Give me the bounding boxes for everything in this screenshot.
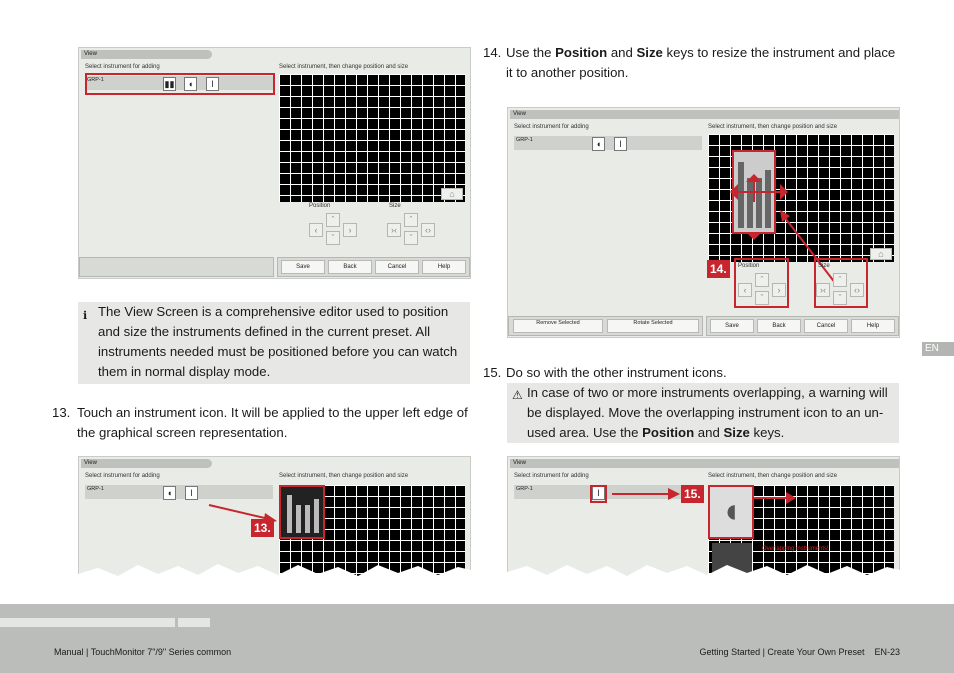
warning-note	[507, 383, 899, 443]
position-label: Position	[309, 203, 331, 209]
step-13-text: Touch an instrument icon. It will be applied to the upper left edge of the graphical screen representation.	[77, 405, 468, 440]
position-left-button[interactable]: ‹	[738, 283, 752, 297]
toggle-button[interactable]: ⌂	[870, 248, 892, 260]
position-up-button[interactable]: ˆ	[755, 273, 769, 287]
language-badge: EN	[922, 342, 954, 356]
arrow-to-right	[754, 491, 798, 505]
note-2-pre: In case of two or more instruments overlapping, a warning will be displayed. Move the overlapping instrument icon to an unused area. Use the	[527, 385, 888, 440]
left-button-bar	[508, 316, 703, 336]
left-button-bar	[79, 257, 274, 277]
warning-icon: ⚠	[512, 388, 523, 402]
select-adding-label: Select instrument for adding	[85, 64, 160, 70]
size-grow-h-button[interactable]: ‹›	[421, 223, 435, 237]
page-footer	[0, 604, 954, 673]
position-down-button[interactable]: ˇ	[755, 291, 769, 305]
note-2-position: Position	[642, 425, 695, 440]
layout-grid[interactable]	[279, 74, 465, 202]
group-label: GRP-1	[87, 486, 104, 492]
ear-icon[interactable]: ◖	[592, 137, 605, 151]
group-bar[interactable]	[85, 485, 273, 499]
position-left-button[interactable]: ‹	[309, 223, 323, 237]
select-adding-label: Select instrument for adding	[514, 124, 589, 130]
position-right-button[interactable]: ›	[343, 223, 357, 237]
highlight-size	[814, 258, 868, 308]
note-1-text: The View Screen is a comprehensive editor used to position and size the instruments defined in the current preset. All instruments needed must be positioned before you can watch them in normal display mode.	[98, 304, 458, 379]
remove-selected-button[interactable]: Remove Selected	[513, 319, 603, 333]
save-button[interactable]: Save	[710, 319, 754, 333]
screenshot-step-12	[78, 47, 471, 279]
select-change-label: Select instrument, then change position and size	[279, 473, 409, 479]
group-bar[interactable]	[514, 136, 702, 150]
help-button[interactable]: Help	[422, 260, 466, 274]
step-14-position: Position	[555, 45, 608, 60]
step-tag-13: 13.	[251, 519, 274, 537]
screenshot-step-13	[78, 456, 471, 576]
size-grow-v-button[interactable]: ˆ	[833, 273, 847, 287]
select-adding-label: Select instrument for adding	[514, 473, 589, 479]
rotate-selected-button[interactable]: Rotate Selected	[607, 319, 699, 333]
step-14-post: keys to resize the instrument and place it to another position.	[506, 45, 896, 80]
note-2-size: Size	[723, 425, 750, 440]
select-change-label: Select instrument, then change position and size	[708, 473, 838, 479]
needle-icon[interactable]: ǀ	[206, 77, 219, 91]
step-13-number: 13.	[52, 405, 71, 420]
step-14-number: 14.	[483, 45, 502, 60]
back-button[interactable]: Back	[757, 319, 801, 333]
step-14-mid: and	[607, 45, 637, 60]
group-label: GRP-1	[87, 77, 104, 83]
placed-ear[interactable]: ◖	[710, 487, 752, 537]
bargraph-icon[interactable]: ▮▮	[164, 79, 175, 89]
highlight-needle	[590, 485, 607, 503]
torn-edge	[507, 560, 900, 580]
footer-tab	[0, 618, 175, 627]
step-14-size: Size	[636, 45, 663, 60]
help-button[interactable]: Help	[851, 319, 895, 333]
view-title: View	[510, 459, 899, 468]
highlight-icons	[85, 73, 275, 95]
needle-icon[interactable]: ǀ	[185, 486, 198, 500]
highlight-position	[734, 258, 789, 308]
step-14-text	[506, 43, 898, 83]
right-button-bar	[706, 316, 899, 336]
view-title: View	[81, 459, 212, 468]
info-note-1	[78, 302, 470, 384]
position-down-button[interactable]: ˇ	[326, 231, 340, 245]
select-change-label: Select instrument, then change position and size	[708, 124, 838, 130]
size-grow-h-button[interactable]: ‹›	[850, 283, 864, 297]
select-adding-label: Select instrument for adding	[85, 473, 160, 479]
view-title: View	[81, 50, 212, 59]
step-15-number: 15.	[483, 365, 502, 380]
step-14-pre: Use the	[506, 45, 556, 60]
step-tag-15: 15.	[681, 485, 704, 503]
size-label: Size	[389, 203, 401, 209]
ear-icon[interactable]: ◖	[163, 486, 176, 500]
screenshot-step-14	[507, 107, 900, 338]
footer-left-text: Manual | TouchMonitor 7"/9" Series common	[54, 647, 232, 657]
arrow-to-grid	[612, 487, 682, 501]
size-grow-v-button[interactable]: ˆ	[404, 213, 418, 227]
select-change-label: Select instrument, then change position and size	[279, 64, 409, 70]
info-icon: ℹ	[83, 310, 88, 322]
note-2-text	[527, 383, 899, 443]
view-title: View	[510, 110, 899, 119]
note-2-post: keys.	[749, 425, 785, 440]
screenshot-step-15	[507, 456, 900, 576]
position-up-button[interactable]: ˆ	[326, 213, 340, 227]
right-button-bar	[277, 257, 470, 277]
needle-icon[interactable]: ǀ	[614, 137, 627, 151]
toggle-button[interactable]: ⌂	[441, 188, 463, 200]
size-label: Size	[818, 263, 830, 269]
footer-tab	[178, 618, 210, 627]
back-button[interactable]: Back	[328, 260, 372, 274]
group-label: GRP-1	[516, 137, 533, 143]
step-tag-14: 14.	[707, 260, 730, 278]
ear-icon[interactable]: ◖	[184, 77, 197, 91]
size-shrink-v-button[interactable]: ˇ	[833, 291, 847, 305]
needle-icon[interactable]: ǀ	[592, 486, 605, 500]
highlight-placed	[279, 485, 325, 539]
step-15-text: Do so with the other instrument icons.	[506, 365, 727, 380]
highlight-overlap	[708, 485, 754, 539]
torn-edge	[78, 560, 471, 580]
cancel-button[interactable]: Cancel	[375, 260, 419, 274]
note-2-mid: and	[694, 425, 724, 440]
size-shrink-h-button[interactable]: ›‹	[816, 283, 830, 297]
save-button[interactable]: Save	[281, 260, 325, 274]
overlap-warning: Overlapping instruments!	[762, 546, 829, 552]
position-right-button[interactable]: ›	[772, 283, 786, 297]
group-label: GRP-1	[516, 486, 533, 492]
size-shrink-h-button[interactable]: ›‹	[387, 223, 401, 237]
footer-right-text: Getting Started | Create Your Own Preset EN-23	[699, 647, 900, 657]
cancel-button[interactable]: Cancel	[804, 319, 848, 333]
position-label: Position	[738, 263, 760, 269]
size-shrink-v-button[interactable]: ˇ	[404, 231, 418, 245]
